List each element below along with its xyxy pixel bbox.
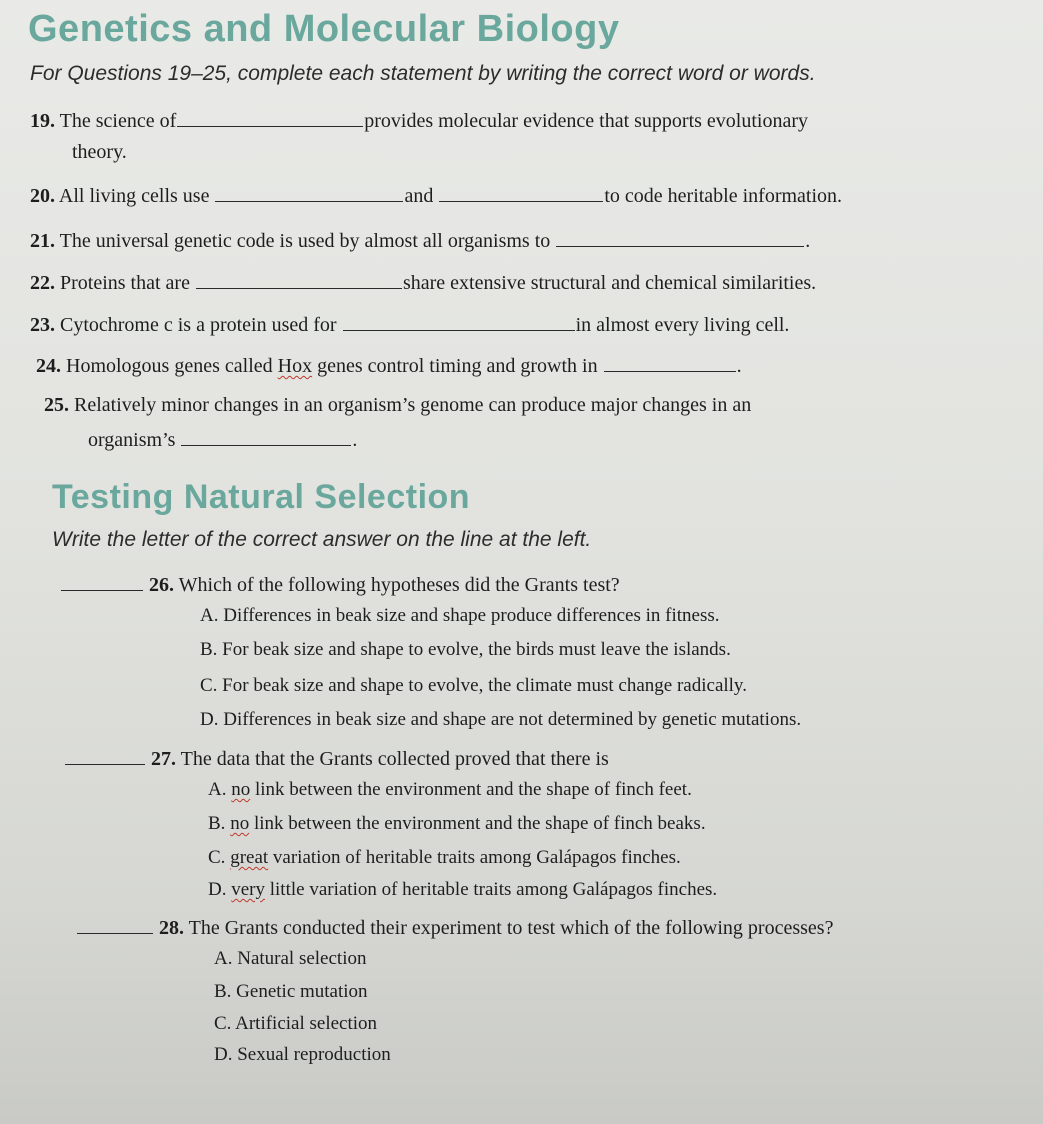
question-text: provides molecular evidence that supports evolutionary [364,110,809,132]
question-26 [60,572,620,597]
question-text: All living cells use [58,185,210,207]
answer-blank-21[interactable] [556,228,804,247]
question-text: The universal genetic code is used by almost all organisms to [59,230,551,252]
option-28c: C. Artificial selection [214,1013,378,1034]
question-text: genes control timing and growth in [317,355,598,377]
question-text: organism’s [88,429,176,451]
question-text: share extensive structural and chemical similarities. [402,272,817,294]
question-19-continued [72,141,127,164]
flagged-word: no [230,813,250,834]
section1-instructions: For Questions 19–25, complete each statement by writing the correct word or words. [30,62,816,85]
question-number: 19. [30,110,55,132]
option-text: variation of heritable traits among Galápagos finches. [272,847,681,868]
option-27b [208,813,706,835]
question-text: The science of [59,110,177,132]
question-number: 21. [30,230,55,252]
option-text: link between the environment and the shape of finch feet. [254,779,692,800]
question-text: The Grants conducted their experiment to test which of the following processes? [188,917,834,939]
option-26c: C. For beak size and shape to evolve, the climate must change radically. [200,675,747,696]
question-text: . [736,355,742,377]
question-text: Homologous genes called [66,355,273,377]
question-text: The data that the Grants collected proved that there is [180,748,609,770]
question-text: Which of the following hypotheses did the Grants test? [178,574,620,596]
answer-blank-25[interactable] [181,427,351,446]
flagged-word: very [231,879,265,900]
question-23 [30,312,789,337]
question-text: . [805,230,811,252]
option-27d [208,879,717,901]
question-text: in almost every living cell. [575,314,790,336]
option-28d: D. Sexual reproduction [214,1044,391,1065]
answer-blank-27[interactable] [65,746,145,765]
hox-word: Hox [277,355,313,377]
question-number: 20. [30,185,55,207]
option-27c [208,847,681,869]
option-text: little variation of heritable traits among Galápagos finches. [269,879,718,900]
option-26b: B. For beak size and shape to evolve, the birds must leave the islands. [200,639,731,660]
question-27 [64,746,609,771]
option-letter: B. [208,813,226,834]
question-text: and [404,185,434,207]
section-title-natural-selection: Testing Natural Selection [52,478,471,516]
answer-blank-22[interactable] [196,270,402,289]
question-22 [30,270,816,295]
question-24 [36,353,742,378]
question-text: . [352,429,358,451]
answer-blank-20b[interactable] [439,183,603,202]
question-20 [30,183,842,208]
question-number: 26. [149,574,174,596]
answer-blank-19[interactable] [177,108,363,127]
option-27a [208,779,692,801]
question-25 [44,394,751,417]
question-number: 24. [36,355,61,377]
question-28 [76,915,833,940]
question-text: to code heritable information. [604,185,843,207]
option-26d: D. Differences in beak size and shape are not determined by genetic mutations. [200,709,802,730]
option-letter: C. [208,847,226,868]
answer-blank-24[interactable] [604,353,736,372]
question-text: Cytochrome c is a protein used for [60,314,337,336]
question-number: 25. [44,394,69,416]
question-text: theory. [72,141,127,163]
option-text: link between the environment and the shape of finch beaks. [253,813,706,834]
question-25-continued [88,427,357,452]
option-28b: B. Genetic mutation [214,981,368,1002]
question-number: 27. [151,748,176,770]
question-number: 28. [159,917,184,939]
option-28a: A. Natural selection [214,948,367,969]
question-21 [30,228,810,253]
section2-instructions: Write the letter of the correct answer on the line at the left. [52,528,592,551]
question-text: Relatively minor changes in an organism’s genome can produce major changes in an [74,394,752,416]
option-letter: D. [208,879,227,900]
section-title-genetics: Genetics and Molecular Biology [28,8,620,50]
question-19 [30,108,808,133]
question-text: Proteins that are [60,272,190,294]
answer-blank-23[interactable] [343,312,575,331]
flagged-word: no [231,779,251,800]
answer-blank-28[interactable] [77,915,153,934]
option-26a: A. Differences in beak size and shape produce differences in fitness. [200,605,720,626]
answer-blank-20a[interactable] [215,183,403,202]
question-number: 23. [30,314,55,336]
question-number: 22. [30,272,55,294]
answer-blank-26[interactable] [61,572,143,591]
option-letter: A. [208,779,227,800]
flagged-word: great [230,847,269,868]
